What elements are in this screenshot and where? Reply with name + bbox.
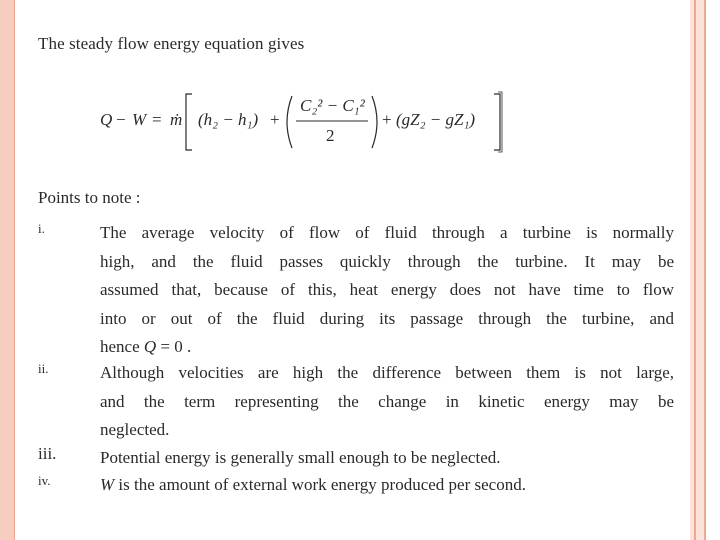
points-title: Points to note : [38,188,141,207]
note-marker: i. [38,221,45,236]
note-i [38,219,678,361]
note-line-last [100,333,674,362]
note-body [100,359,674,445]
note-line [100,471,674,500]
eq-minus: − [116,110,126,129]
note-line: into or out of the fluid during its passage through the turbine, and [100,308,674,328]
eq-plus-1: + [270,110,280,129]
note-iv [38,471,678,499]
eq-mdot: ṁ [170,110,183,129]
left-border-decoration [0,0,15,540]
note-line: assumed that, because of this, heat energy does not have time to flow [100,280,674,299]
note-marker: iii. [38,444,57,463]
eq-fraction-numerator: C₂² − C₁² [300,96,365,115]
note-body [100,219,674,362]
note-marker: ii. [38,361,49,376]
note-line: and the term representing the change in kinetic energy may be [100,391,674,411]
note-body [100,471,674,500]
note-body [100,444,674,473]
note-marker: iv. [38,473,51,488]
eq-equals: = [152,110,162,129]
note-line: Although velocities are high the difference between them is not large, [100,363,674,382]
note-text: is the amount of external work energy produced per second. [114,475,526,494]
eq-q: Q [100,110,113,129]
right-border-decoration [690,0,720,540]
heading: The steady flow energy equation gives [38,34,305,53]
eq-potential-term: (gZ₂ − gZ₁) [396,110,476,129]
note-iii [38,444,678,472]
note-text: hence [100,337,144,356]
math-q: Q [143,337,157,356]
note-line: The average velocity of flow of fluid through a turbine is normally [100,223,674,242]
eq-plus-2: + [382,110,392,129]
math-w: W [100,475,115,494]
note-line-last: neglected. [100,420,170,439]
note-line: Potential energy is generally small enough to be neglected. [100,448,501,467]
note-line: high, and the fluid passes quickly through the turbine. It may be [100,251,674,271]
eq-fraction-denominator: 2 [326,126,335,145]
note-text: = 0 . [156,337,192,356]
eq-enthalpy-term: (h₂ − h₁) [198,110,259,129]
steady-flow-energy-equation [100,90,520,154]
eq-w: W [132,110,147,129]
note-ii [38,359,678,445]
